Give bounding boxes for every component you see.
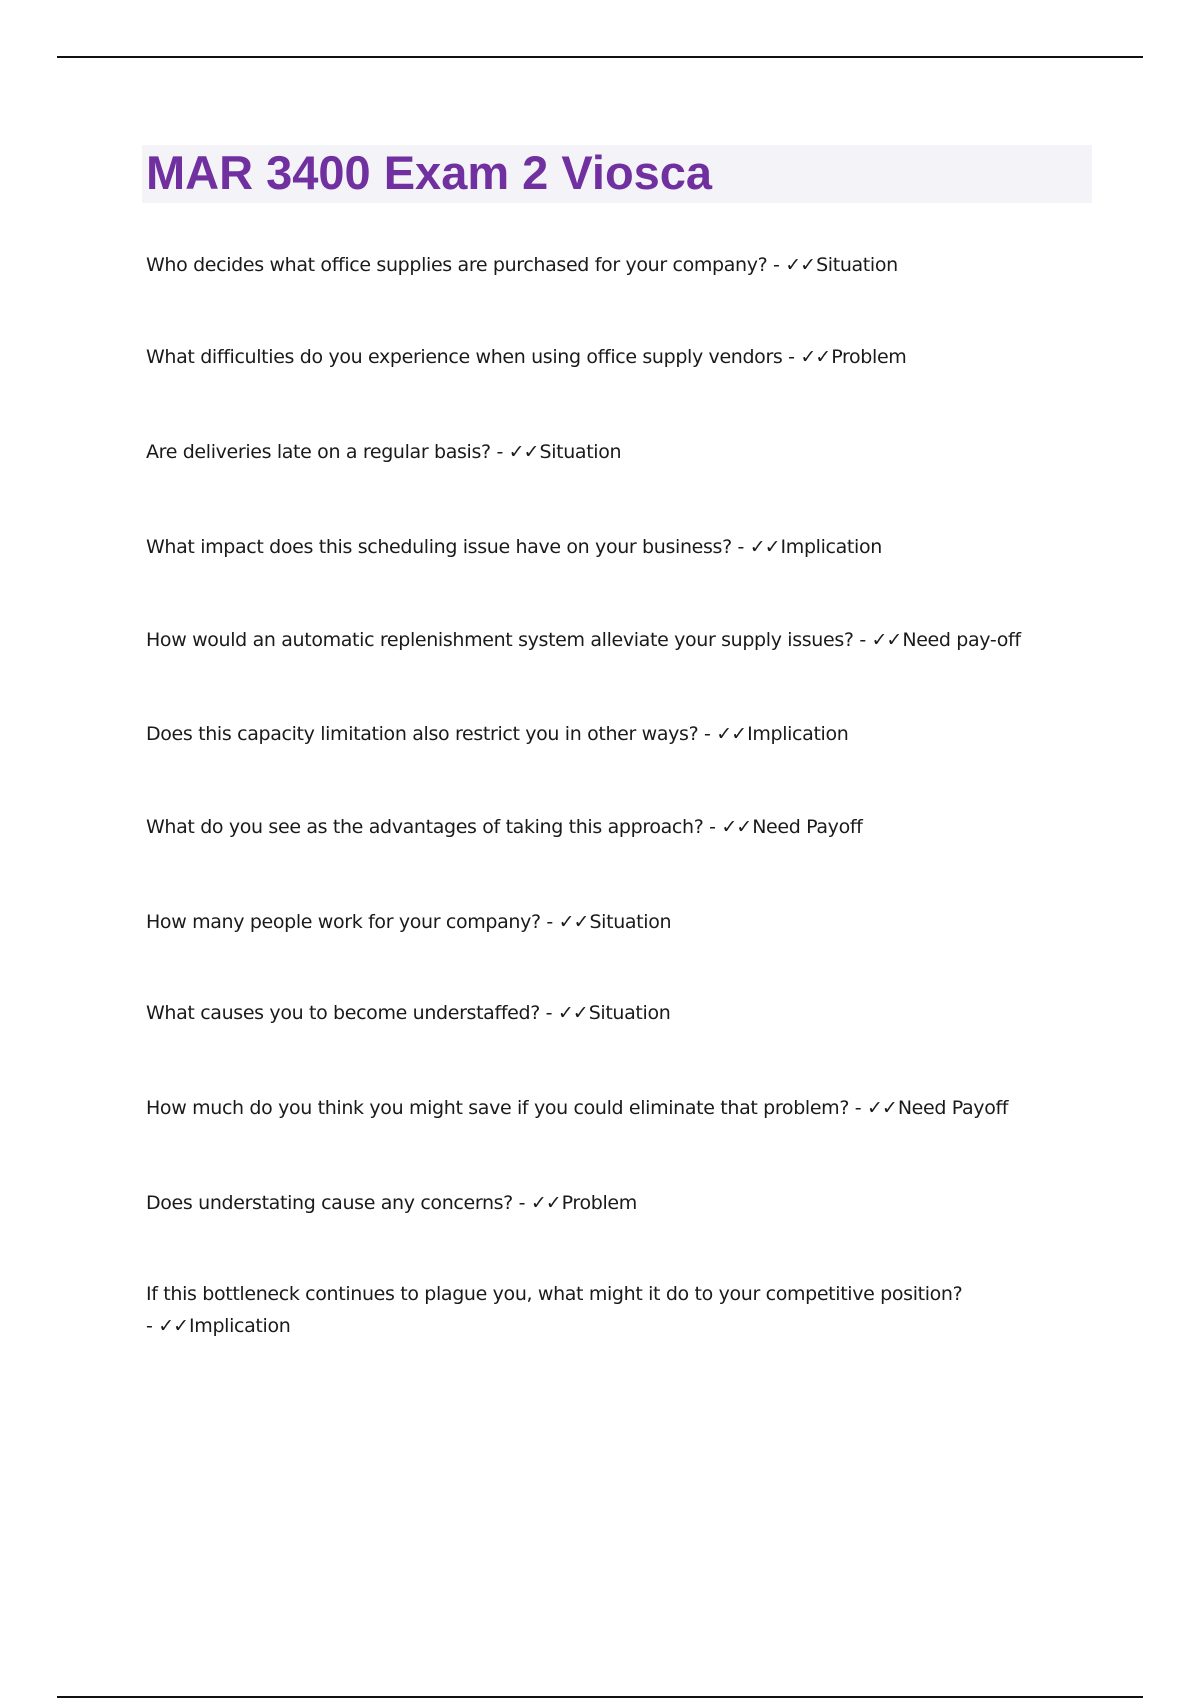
bottom-rule	[57, 1696, 1143, 1698]
separator: -	[853, 629, 872, 651]
separator: -	[731, 536, 750, 558]
question-text: What causes you to become understaffed?	[146, 1002, 540, 1024]
question-text: Are deliveries late on a regular basis?	[146, 441, 491, 463]
separator: -	[490, 441, 509, 463]
qa-item-10	[146, 1092, 1026, 1124]
check-icon: ✓✓	[557, 1002, 588, 1024]
check-icon: ✓✓	[866, 1097, 897, 1119]
question-text: How much do you think you might save if you could eliminate that problem?	[146, 1097, 850, 1119]
separator: -	[849, 1097, 867, 1119]
separator: -	[698, 723, 717, 745]
check-icon: ✓✓	[721, 816, 752, 838]
answer-text: Problem	[831, 346, 907, 368]
answer-text: Need Payoff	[897, 1097, 1009, 1119]
check-icon: ✓✓	[558, 911, 589, 933]
qa-item-12	[146, 1278, 1026, 1342]
answer-text: Situation	[816, 254, 898, 276]
answer-text: Situation	[588, 1002, 671, 1024]
question-text: What impact does this scheduling issue have on your business?	[146, 536, 732, 558]
question-text: Who decides what office supplies are purchased for your company?	[146, 254, 768, 276]
qa-item-4	[146, 531, 1026, 563]
separator: -	[782, 346, 801, 368]
top-rule	[57, 56, 1143, 58]
answer-text: Problem	[561, 1192, 637, 1214]
answer-text: Need pay-off	[902, 629, 1021, 651]
qa-item-3	[146, 436, 1026, 468]
document-title: MAR 3400 Exam 2 Viosca	[146, 146, 713, 199]
separator: -	[767, 254, 786, 276]
answer-text: Implication	[189, 1315, 291, 1337]
qa-item-9	[146, 997, 1026, 1029]
qa-item-2	[146, 341, 1026, 373]
separator: -	[703, 816, 722, 838]
qa-item-6	[146, 718, 1026, 750]
answer-text: Need Payoff	[752, 816, 863, 838]
separator: -	[539, 1002, 558, 1024]
qa-item-1	[146, 249, 1026, 281]
qa-item-5	[146, 624, 1026, 656]
check-icon: ✓✓	[158, 1315, 189, 1337]
answer-text: Implication	[780, 536, 882, 558]
question-text: What difficulties do you experience when using office supply vendors	[146, 346, 783, 368]
question-text: How would an automatic replenishment system alleviate your supply issues?	[146, 629, 854, 651]
check-icon: ✓✓	[716, 723, 747, 745]
question-text: Does understating cause any concerns?	[146, 1192, 513, 1214]
separator: -	[512, 1192, 531, 1214]
question-text: If this bottleneck continues to plague you, what might it do to your competitive position?	[146, 1283, 963, 1305]
qa-item-7	[146, 811, 1026, 843]
question-text: Does this capacity limitation also restrict you in other ways?	[146, 723, 699, 745]
qa-item-11	[146, 1187, 1026, 1219]
question-text: How many people work for your company?	[146, 911, 541, 933]
check-icon: ✓✓	[508, 441, 539, 463]
answer-text: Implication	[747, 723, 849, 745]
qa-item-8	[146, 906, 1026, 938]
separator: -	[146, 1315, 159, 1337]
check-icon: ✓✓	[785, 254, 816, 276]
question-text: What do you see as the advantages of taking this approach?	[146, 816, 704, 838]
check-icon: ✓✓	[871, 629, 902, 651]
check-icon: ✓✓	[800, 346, 831, 368]
separator: -	[540, 911, 559, 933]
check-icon: ✓✓	[530, 1192, 561, 1214]
check-icon: ✓✓	[749, 536, 780, 558]
answer-text: Situation	[589, 911, 672, 933]
answer-text: Situation	[539, 441, 622, 463]
